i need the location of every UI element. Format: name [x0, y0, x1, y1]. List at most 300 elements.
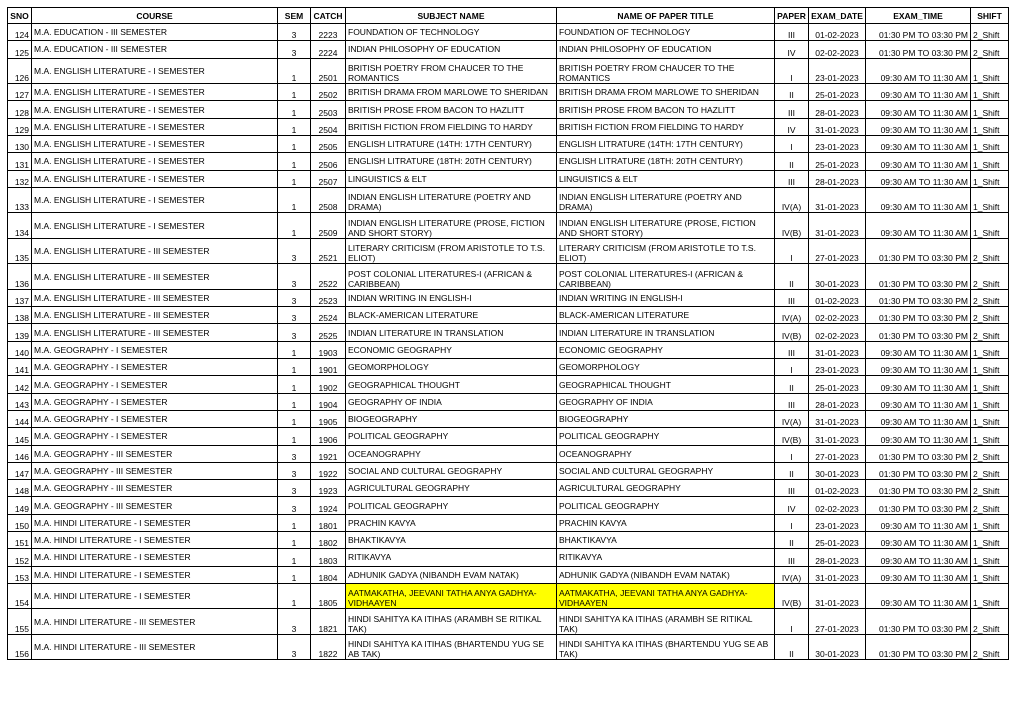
cell-course: M.A. ENGLISH LITERATURE - III SEMESTER	[32, 307, 278, 324]
cell-subject-name: ECONOMIC GEOGRAPHY	[346, 341, 557, 358]
cell-shift: 1_Shift	[971, 153, 1009, 170]
cell-sno: 155	[8, 609, 32, 635]
cell-paper: I	[775, 238, 809, 264]
cell-catch: 2506	[311, 153, 346, 170]
cell-subject-name: POLITICAL GEOGRAPHY	[346, 497, 557, 514]
cell-paper-title: POLITICAL GEOGRAPHY	[557, 497, 775, 514]
cell-paper: III	[775, 170, 809, 187]
cell-subject-name: SOCIAL AND CULTURAL GEOGRAPHY	[346, 462, 557, 479]
cell-shift: 2_Shift	[971, 462, 1009, 479]
cell-subject-name: LITERARY CRITICISM (FROM ARISTOTLE TO T.S. ELIOT)	[346, 238, 557, 264]
cell-course: M.A. GEOGRAPHY - III SEMESTER	[32, 462, 278, 479]
header-sno: SNO	[8, 8, 32, 24]
cell-paper-title: POLITICAL GEOGRAPHY	[557, 428, 775, 445]
cell-paper: II	[775, 376, 809, 393]
cell-catch: 1822	[311, 634, 346, 660]
cell-sem: 3	[278, 480, 311, 497]
table-row	[8, 428, 1009, 445]
cell-catch: 1905	[311, 410, 346, 427]
exam-schedule-document	[7, 7, 1009, 660]
cell-sno: 135	[8, 238, 32, 264]
cell-shift: 2_Shift	[971, 41, 1009, 58]
cell-shift: 1_Shift	[971, 410, 1009, 427]
cell-course: M.A. ENGLISH LITERATURE - I SEMESTER	[32, 153, 278, 170]
cell-paper-title: GEOMORPHOLOGY	[557, 359, 775, 376]
header-exam-time: EXAM_TIME	[866, 8, 971, 24]
cell-exam-date: 25-01-2023	[809, 153, 866, 170]
cell-sno: 134	[8, 213, 32, 239]
cell-exam-date: 02-02-2023	[809, 324, 866, 341]
cell-catch: 1921	[311, 445, 346, 462]
cell-subject-name: INDIAN ENGLISH LITERATURE (PROSE, FICTION AND SHORT STORY)	[346, 213, 557, 239]
cell-course: M.A. ENGLISH LITERATURE - I SEMESTER	[32, 170, 278, 187]
cell-exam-date: 27-01-2023	[809, 238, 866, 264]
cell-shift: 1_Shift	[971, 135, 1009, 152]
cell-sem: 3	[278, 445, 311, 462]
cell-catch: 1923	[311, 480, 346, 497]
cell-sno: 127	[8, 84, 32, 101]
cell-exam-date: 28-01-2023	[809, 170, 866, 187]
cell-subject-name: INDIAN PHILOSOPHY OF EDUCATION	[346, 41, 557, 58]
cell-catch: 1902	[311, 376, 346, 393]
cell-exam-time: 01:30 PM TO 03:30 PM	[866, 445, 971, 462]
header-sem: SEM	[278, 8, 311, 24]
table-row	[8, 213, 1009, 239]
cell-sem: 1	[278, 393, 311, 410]
cell-subject-name: RITIKAVYA	[346, 549, 557, 566]
cell-exam-time: 09:30 AM TO 11:30 AM	[866, 58, 971, 84]
cell-sno: 125	[8, 41, 32, 58]
cell-paper: IV(A)	[775, 307, 809, 324]
table-row	[8, 376, 1009, 393]
cell-sem: 3	[278, 24, 311, 41]
cell-shift: 1_Shift	[971, 532, 1009, 549]
cell-paper: IV(B)	[775, 213, 809, 239]
table-row	[8, 549, 1009, 566]
cell-sem: 3	[278, 324, 311, 341]
cell-paper: III	[775, 101, 809, 118]
cell-paper: I	[775, 609, 809, 635]
cell-paper: III	[775, 480, 809, 497]
cell-exam-date: 30-01-2023	[809, 462, 866, 479]
cell-subject-name: BRITISH FICTION FROM FIELDING TO HARDY	[346, 118, 557, 135]
cell-catch: 2525	[311, 324, 346, 341]
cell-shift: 1_Shift	[971, 341, 1009, 358]
cell-subject-name: ENGLISH LITRATURE (14TH: 17TH CENTURY)	[346, 135, 557, 152]
cell-sem: 1	[278, 58, 311, 84]
cell-sem: 1	[278, 118, 311, 135]
cell-catch: 1802	[311, 532, 346, 549]
cell-exam-time: 01:30 PM TO 03:30 PM	[866, 609, 971, 635]
cell-paper: II	[775, 264, 809, 290]
table-row	[8, 324, 1009, 341]
cell-paper: IV	[775, 118, 809, 135]
table-row	[8, 497, 1009, 514]
cell-exam-date: 23-01-2023	[809, 514, 866, 531]
table-row	[8, 264, 1009, 290]
cell-catch: 2504	[311, 118, 346, 135]
cell-shift: 2_Shift	[971, 24, 1009, 41]
cell-exam-time: 09:30 AM TO 11:30 AM	[866, 376, 971, 393]
cell-course: M.A. GEOGRAPHY - I SEMESTER	[32, 376, 278, 393]
table-row	[8, 307, 1009, 324]
cell-shift: 2_Shift	[971, 238, 1009, 264]
cell-exam-time: 01:30 PM TO 03:30 PM	[866, 41, 971, 58]
cell-course: M.A. HINDI LITERATURE - III SEMESTER	[32, 634, 278, 660]
cell-exam-date: 28-01-2023	[809, 393, 866, 410]
cell-course: M.A. GEOGRAPHY - III SEMESTER	[32, 497, 278, 514]
cell-paper-title: INDIAN WRITING IN ENGLISH-I	[557, 289, 775, 306]
cell-paper: II	[775, 84, 809, 101]
cell-shift: 1_Shift	[971, 213, 1009, 239]
table-row	[8, 101, 1009, 118]
cell-course: M.A. HINDI LITERATURE - I SEMESTER	[32, 532, 278, 549]
cell-sno: 138	[8, 307, 32, 324]
cell-sem: 3	[278, 497, 311, 514]
cell-paper-title: ENGLISH LITRATURE (18TH: 20TH CENTURY)	[557, 153, 775, 170]
cell-sem: 3	[278, 462, 311, 479]
cell-sno: 128	[8, 101, 32, 118]
cell-sno: 150	[8, 514, 32, 531]
cell-course: M.A. ENGLISH LITERATURE - I SEMESTER	[32, 187, 278, 213]
cell-paper-title: BIOGEOGRAPHY	[557, 410, 775, 427]
cell-catch: 2224	[311, 41, 346, 58]
cell-paper-title: GEOGRAPHICAL THOUGHT	[557, 376, 775, 393]
cell-exam-time: 09:30 AM TO 11:30 AM	[866, 410, 971, 427]
cell-subject-name: GEOMORPHOLOGY	[346, 359, 557, 376]
cell-paper: II	[775, 462, 809, 479]
cell-shift: 1_Shift	[971, 101, 1009, 118]
cell-exam-time: 01:30 PM TO 03:30 PM	[866, 634, 971, 660]
cell-paper-title: LINGUISTICS & ELT	[557, 170, 775, 187]
cell-subject-name: POLITICAL GEOGRAPHY	[346, 428, 557, 445]
cell-sno: 145	[8, 428, 32, 445]
cell-catch: 1801	[311, 514, 346, 531]
cell-paper: I	[775, 135, 809, 152]
cell-catch: 1904	[311, 393, 346, 410]
cell-exam-date: 27-01-2023	[809, 609, 866, 635]
header-subject-name: SUBJECT NAME	[346, 8, 557, 24]
cell-exam-time: 09:30 AM TO 11:30 AM	[866, 514, 971, 531]
cell-sem: 3	[278, 264, 311, 290]
cell-shift: 2_Shift	[971, 445, 1009, 462]
cell-shift: 2_Shift	[971, 634, 1009, 660]
cell-paper: III	[775, 24, 809, 41]
cell-paper-title: BHAKTIKAVYA	[557, 532, 775, 549]
cell-sem: 1	[278, 566, 311, 583]
cell-shift: 1_Shift	[971, 583, 1009, 609]
table-row	[8, 135, 1009, 152]
cell-subject-name: BRITISH POETRY FROM CHAUCER TO THE ROMANTICS	[346, 58, 557, 84]
cell-exam-time: 01:30 PM TO 03:30 PM	[866, 307, 971, 324]
cell-paper-title: SOCIAL AND CULTURAL GEOGRAPHY	[557, 462, 775, 479]
cell-paper-title: BRITISH FICTION FROM FIELDING TO HARDY	[557, 118, 775, 135]
cell-exam-time: 01:30 PM TO 03:30 PM	[866, 462, 971, 479]
cell-course: M.A. GEOGRAPHY - I SEMESTER	[32, 393, 278, 410]
cell-course: M.A. ENGLISH LITERATURE - I SEMESTER	[32, 135, 278, 152]
cell-exam-date: 31-01-2023	[809, 187, 866, 213]
cell-course: M.A. ENGLISH LITERATURE - I SEMESTER	[32, 84, 278, 101]
cell-exam-time: 09:30 AM TO 11:30 AM	[866, 566, 971, 583]
cell-sno: 147	[8, 462, 32, 479]
cell-subject-name: FOUNDATION OF TECHNOLOGY	[346, 24, 557, 41]
cell-exam-date: 31-01-2023	[809, 428, 866, 445]
cell-subject-name: INDIAN ENGLISH LITERATURE (POETRY AND DRAMA)	[346, 187, 557, 213]
table-row	[8, 359, 1009, 376]
cell-catch: 1803	[311, 549, 346, 566]
cell-exam-time: 01:30 PM TO 03:30 PM	[866, 497, 971, 514]
cell-catch: 1821	[311, 609, 346, 635]
cell-exam-time: 01:30 PM TO 03:30 PM	[866, 289, 971, 306]
cell-exam-date: 31-01-2023	[809, 341, 866, 358]
cell-exam-time: 09:30 AM TO 11:30 AM	[866, 84, 971, 101]
cell-exam-date: 31-01-2023	[809, 213, 866, 239]
cell-shift: 1_Shift	[971, 393, 1009, 410]
cell-course: M.A. HINDI LITERATURE - I SEMESTER	[32, 583, 278, 609]
cell-subject-name: OCEANOGRAPHY	[346, 445, 557, 462]
table-row	[8, 58, 1009, 84]
table-row	[8, 153, 1009, 170]
cell-exam-date: 01-02-2023	[809, 289, 866, 306]
cell-catch: 1922	[311, 462, 346, 479]
cell-course: M.A. ENGLISH LITERATURE - I SEMESTER	[32, 118, 278, 135]
cell-course: M.A. ENGLISH LITERATURE - III SEMESTER	[32, 264, 278, 290]
cell-sno: 144	[8, 410, 32, 427]
cell-subject-name: BHAKTIKAVYA	[346, 532, 557, 549]
cell-sem: 1	[278, 341, 311, 358]
cell-shift: 1_Shift	[971, 566, 1009, 583]
table-row	[8, 532, 1009, 549]
cell-shift: 2_Shift	[971, 609, 1009, 635]
cell-exam-time: 09:30 AM TO 11:30 AM	[866, 393, 971, 410]
cell-paper: IV(A)	[775, 410, 809, 427]
cell-exam-date: 31-01-2023	[809, 566, 866, 583]
cell-paper-title: HINDI SAHITYA KA ITIHAS (BHARTENDU YUG SE AB TAK)	[557, 634, 775, 660]
cell-paper-title: GEOGRAPHY OF INDIA	[557, 393, 775, 410]
cell-sno: 133	[8, 187, 32, 213]
cell-sno: 149	[8, 497, 32, 514]
cell-sem: 3	[278, 609, 311, 635]
table-row	[8, 238, 1009, 264]
cell-exam-date: 30-01-2023	[809, 264, 866, 290]
cell-shift: 2_Shift	[971, 289, 1009, 306]
cell-sem: 1	[278, 84, 311, 101]
cell-catch: 2501	[311, 58, 346, 84]
cell-paper-title: BRITISH POETRY FROM CHAUCER TO THE ROMANTICS	[557, 58, 775, 84]
cell-shift: 1_Shift	[971, 187, 1009, 213]
cell-sem: 1	[278, 410, 311, 427]
cell-sno: 148	[8, 480, 32, 497]
cell-paper: I	[775, 359, 809, 376]
cell-shift: 1_Shift	[971, 84, 1009, 101]
cell-subject-name: POST COLONIAL LITERATURES-I (AFRICAN & CARIBBEAN)	[346, 264, 557, 290]
cell-subject-name: INDIAN WRITING IN ENGLISH-I	[346, 289, 557, 306]
table-row	[8, 566, 1009, 583]
cell-subject-name: ADHUNIK GADYA (NIBANDH EVAM NATAK)	[346, 566, 557, 583]
cell-sno: 151	[8, 532, 32, 549]
table-row	[8, 187, 1009, 213]
cell-paper: I	[775, 445, 809, 462]
cell-exam-date: 31-01-2023	[809, 583, 866, 609]
cell-paper-title: INDIAN ENGLISH LITERATURE (PROSE, FICTION AND SHORT STORY)	[557, 213, 775, 239]
table-row	[8, 634, 1009, 660]
cell-subject-name: GEOGRAPHY OF INDIA	[346, 393, 557, 410]
cell-sno: 142	[8, 376, 32, 393]
exam-schedule-table	[7, 7, 1009, 660]
cell-sem: 3	[278, 634, 311, 660]
cell-exam-date: 28-01-2023	[809, 101, 866, 118]
cell-exam-time: 01:30 PM TO 03:30 PM	[866, 24, 971, 41]
cell-course: M.A. GEOGRAPHY - I SEMESTER	[32, 359, 278, 376]
cell-course: M.A. ENGLISH LITERATURE - I SEMESTER	[32, 213, 278, 239]
cell-paper-title: BLACK-AMERICAN LITERATURE	[557, 307, 775, 324]
cell-exam-time: 09:30 AM TO 11:30 AM	[866, 428, 971, 445]
cell-exam-time: 09:30 AM TO 11:30 AM	[866, 583, 971, 609]
cell-subject-name: BLACK-AMERICAN LITERATURE	[346, 307, 557, 324]
cell-course: M.A. ENGLISH LITERATURE - I SEMESTER	[32, 58, 278, 84]
cell-paper: I	[775, 58, 809, 84]
cell-paper-title: RITIKAVYA	[557, 549, 775, 566]
cell-sno: 146	[8, 445, 32, 462]
cell-paper-title: INDIAN ENGLISH LITERATURE (POETRY AND DRAMA)	[557, 187, 775, 213]
cell-sem: 3	[278, 238, 311, 264]
header-row	[8, 8, 1009, 24]
cell-exam-date: 25-01-2023	[809, 84, 866, 101]
header-paper-title: NAME OF PAPER TITLE	[557, 8, 775, 24]
cell-subject-name: PRACHIN KAVYA	[346, 514, 557, 531]
cell-paper: IV(B)	[775, 583, 809, 609]
cell-paper-title: BRITISH PROSE FROM BACON TO HAZLITT	[557, 101, 775, 118]
cell-sem: 1	[278, 153, 311, 170]
cell-exam-date: 31-01-2023	[809, 118, 866, 135]
cell-catch: 2508	[311, 187, 346, 213]
cell-shift: 1_Shift	[971, 118, 1009, 135]
cell-paper-title: ADHUNIK GADYA (NIBANDH EVAM NATAK)	[557, 566, 775, 583]
cell-exam-date: 02-02-2023	[809, 307, 866, 324]
cell-paper-title: BRITISH DRAMA FROM MARLOWE TO SHERIDAN	[557, 84, 775, 101]
cell-shift: 1_Shift	[971, 170, 1009, 187]
table-row	[8, 410, 1009, 427]
cell-sem: 1	[278, 514, 311, 531]
table-row	[8, 609, 1009, 635]
cell-paper-title: LITERARY CRITICISM (FROM ARISTOTLE TO T.S. ELIOT)	[557, 238, 775, 264]
cell-catch: 1903	[311, 341, 346, 358]
table-row	[8, 84, 1009, 101]
cell-paper: III	[775, 549, 809, 566]
cell-subject-name: ENGLISH LITRATURE (18TH: 20TH CENTURY)	[346, 153, 557, 170]
cell-catch: 2523	[311, 289, 346, 306]
cell-catch: 1924	[311, 497, 346, 514]
cell-course: M.A. GEOGRAPHY - III SEMESTER	[32, 480, 278, 497]
cell-paper-title: POST COLONIAL LITERATURES-I (AFRICAN & CARIBBEAN)	[557, 264, 775, 290]
cell-shift: 2_Shift	[971, 480, 1009, 497]
cell-sno: 154	[8, 583, 32, 609]
cell-sem: 1	[278, 187, 311, 213]
cell-course: M.A. ENGLISH LITERATURE - III SEMESTER	[32, 324, 278, 341]
cell-sem: 1	[278, 583, 311, 609]
cell-exam-date: 30-01-2023	[809, 634, 866, 660]
table-row	[8, 341, 1009, 358]
cell-course: M.A. HINDI LITERATURE - III SEMESTER	[32, 609, 278, 635]
cell-exam-date: 02-02-2023	[809, 497, 866, 514]
cell-catch: 2503	[311, 101, 346, 118]
cell-subject-name: BRITISH DRAMA FROM MARLOWE TO SHERIDAN	[346, 84, 557, 101]
header-exam-date: EXAM_DATE	[809, 8, 866, 24]
cell-paper-title: FOUNDATION OF TECHNOLOGY	[557, 24, 775, 41]
cell-paper: III	[775, 393, 809, 410]
cell-sno: 152	[8, 549, 32, 566]
table-row	[8, 445, 1009, 462]
cell-catch: 2524	[311, 307, 346, 324]
cell-shift: 2_Shift	[971, 264, 1009, 290]
cell-sno: 143	[8, 393, 32, 410]
cell-paper: IV(A)	[775, 566, 809, 583]
cell-sno: 136	[8, 264, 32, 290]
cell-paper-title: AATMAKATHA, JEEVANI TATHA ANYA GADHYA-VIDHAAYEN	[557, 583, 775, 609]
cell-sno: 132	[8, 170, 32, 187]
cell-course: M.A. ENGLISH LITERATURE - III SEMESTER	[32, 289, 278, 306]
cell-course: M.A. ENGLISH LITERATURE - III SEMESTER	[32, 238, 278, 264]
cell-exam-time: 09:30 AM TO 11:30 AM	[866, 101, 971, 118]
cell-subject-name: BRITISH PROSE FROM BACON TO HAZLITT	[346, 101, 557, 118]
cell-exam-time: 01:30 PM TO 03:30 PM	[866, 264, 971, 290]
cell-sno: 156	[8, 634, 32, 660]
cell-sem: 1	[278, 549, 311, 566]
cell-course: M.A. HINDI LITERATURE - I SEMESTER	[32, 566, 278, 583]
cell-course: M.A. EDUCATION - III SEMESTER	[32, 24, 278, 41]
cell-paper-title: HINDI SAHITYA KA ITIHAS (ARAMBH SE RITIKAL TAK)	[557, 609, 775, 635]
cell-shift: 2_Shift	[971, 307, 1009, 324]
cell-sem: 1	[278, 376, 311, 393]
cell-sno: 139	[8, 324, 32, 341]
cell-catch: 1901	[311, 359, 346, 376]
cell-course: M.A. GEOGRAPHY - I SEMESTER	[32, 410, 278, 427]
cell-sem: 3	[278, 307, 311, 324]
cell-paper: IV	[775, 497, 809, 514]
cell-paper: II	[775, 532, 809, 549]
table-row	[8, 289, 1009, 306]
cell-exam-date: 23-01-2023	[809, 359, 866, 376]
cell-exam-date: 25-01-2023	[809, 532, 866, 549]
header-course: COURSE	[32, 8, 278, 24]
cell-exam-time: 01:30 PM TO 03:30 PM	[866, 324, 971, 341]
cell-paper-title: PRACHIN KAVYA	[557, 514, 775, 531]
cell-exam-date: 28-01-2023	[809, 549, 866, 566]
cell-shift: 1_Shift	[971, 549, 1009, 566]
cell-sno: 137	[8, 289, 32, 306]
cell-shift: 1_Shift	[971, 359, 1009, 376]
cell-sem: 1	[278, 532, 311, 549]
cell-course: M.A. ENGLISH LITERATURE - I SEMESTER	[32, 101, 278, 118]
cell-sno: 153	[8, 566, 32, 583]
cell-paper-title: INDIAN LITERATURE IN TRANSLATION	[557, 324, 775, 341]
cell-exam-time: 09:30 AM TO 11:30 AM	[866, 341, 971, 358]
cell-sno: 140	[8, 341, 32, 358]
cell-exam-date: 27-01-2023	[809, 445, 866, 462]
cell-subject-name: HINDI SAHITYA KA ITIHAS (ARAMBH SE RITIKAL TAK)	[346, 609, 557, 635]
cell-catch: 2521	[311, 238, 346, 264]
cell-shift: 2_Shift	[971, 324, 1009, 341]
cell-sno: 126	[8, 58, 32, 84]
cell-paper-title: AGRICULTURAL GEOGRAPHY	[557, 480, 775, 497]
cell-shift: 1_Shift	[971, 58, 1009, 84]
cell-sem: 1	[278, 359, 311, 376]
cell-exam-time: 09:30 AM TO 11:30 AM	[866, 170, 971, 187]
cell-catch: 1906	[311, 428, 346, 445]
table-row	[8, 393, 1009, 410]
table-row	[8, 24, 1009, 41]
cell-sem: 1	[278, 213, 311, 239]
